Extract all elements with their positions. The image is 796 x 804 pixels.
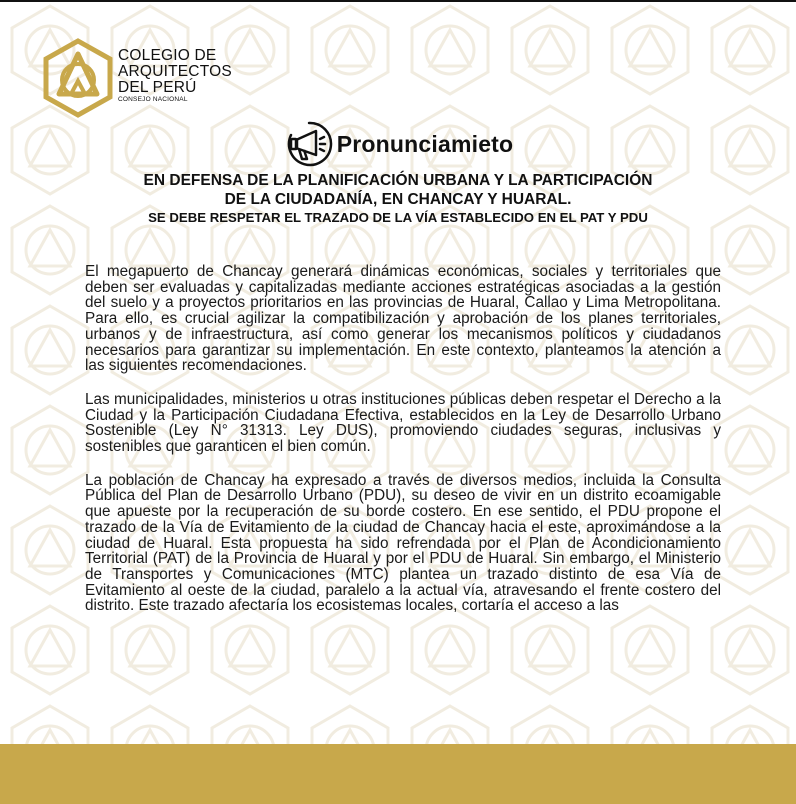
paragraph-2: Las municipalidades, ministerios u otras instituciones públicas deben respetar el Derecho a la Ciudad y la Participación Ciudadana Efectiva, establecidos en la Ley de Desarrollo Urbano Sostenible (Ley N° 31313. Ley DUS), promoviendo ciudades seguras, inclusivas y sostenibles que garanticen el bien común. [85,390,721,456]
paragraph-3: La población de Chancay ha expresado a través de diversos medios, incluida la Consulta Pública del Plan de Desarrollo Urbano (PDU), su deseo de vivir en un distrito ecoamigable que apueste por la recuperación de su borde costero. En ese sentido, el PDU propone el trazado de la Vía de Evitamiento de la ciudad de Chancay hacia el este, aproximándose a la ciudad de Huaral. Esta propuesta ha sido refrendada por el Plan de Acondicionamiento Territorial (PAT) de la Provincia de Huaral y por el PDU de Huaral. Sin embargo, el Ministerio de Transportes y Comunicaciones (MTC) plantea un trazado distinto de esa Vía de Evitamiento al oeste de la ciudad, paralelo a la actual vía, atravesando el frente costero del distrito. Este trazado afectaría los ecosistemas locales, cortaría el acceso a las [85,471,721,615]
paragraph-1: El megapuerto de Chancay generará dinámicas económicas, sociales y territoriales que deben ser evaluadas y capitalizadas mediante acciones estratégicas asociadas a la gestión del suelo y a proyectos prioritarios en las provincias de Huaral, Callao y Lima Metropolitana. Para ello, es crucial agilizar la compatibilización y aprobación de los planes territoriales, urbanos y de infraestructura, así como generar los mecanismos políticos y ciudadanos necesarios para garantizar su implementación. En este contexto, planteamos la atención a las siguientes recomendaciones. [85,263,721,375]
title-row [0,118,796,170]
page-title: Pronunciamieto [336,130,514,157]
logo-wordmark [118,48,232,104]
subtitle-line-1: EN DEFENSA DE LA PLANIFICACIÓN URBANA Y LA PARTICIPACIÓN [143,172,653,189]
logo-line-4: CONSEJO NACIONAL [118,96,188,103]
subtitle-line-3: SE DEBE RESPETAR EL TRAZADO DE LA VÍA ESTABLECIDO EN EL PAT Y PDU [148,210,648,225]
megaphone-icon [283,118,335,170]
body-text [85,264,721,632]
logo-hexagon-icon [42,38,114,118]
logo [42,38,242,118]
logo-line-2: ARQUITECTOS [118,63,232,80]
logo-line-3: DEL PERÚ [118,79,197,96]
footer-band [0,744,796,804]
logo-line-1: COLEGIO DE [118,47,217,64]
subtitle-line-2: DE LA CIUDADANÍA, EN CHANCAY Y HUARAL. [224,191,572,208]
